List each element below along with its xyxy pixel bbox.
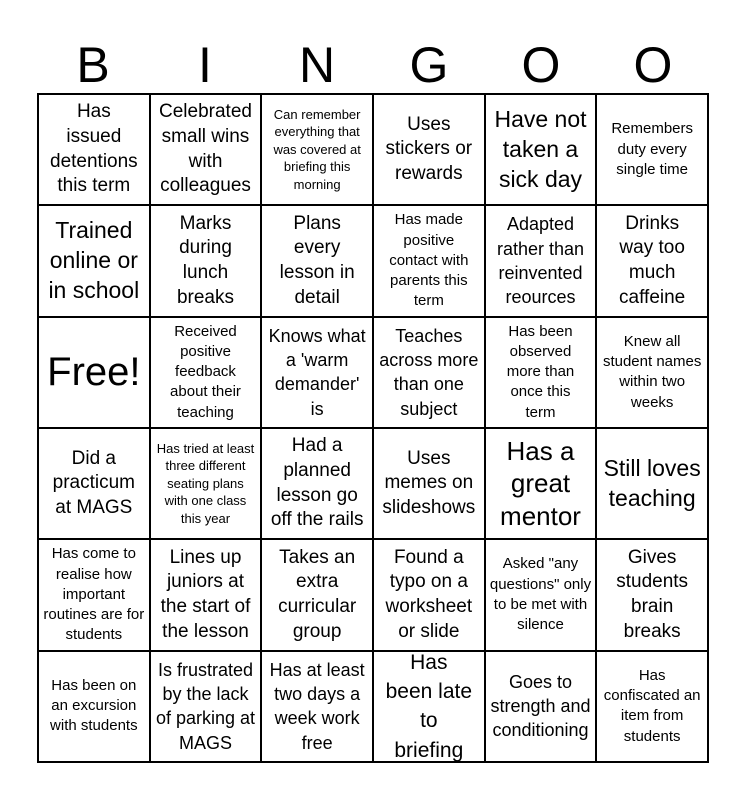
bingo-cell[interactable]: Remembers duty every single time — [596, 94, 708, 205]
bingo-cell[interactable]: Plans every lesson in detail — [261, 205, 373, 316]
bingo-cell[interactable]: Had a planned lesson go off the rails — [261, 428, 373, 539]
bingo-cell[interactable]: Has at least two days a week work free — [261, 651, 373, 762]
header-letter-g: G — [409, 37, 449, 93]
bingo-cell[interactable]: Knows what a 'warm demander' is — [261, 317, 373, 428]
bingo-cell[interactable]: Has been on an excursion with students — [38, 651, 150, 762]
bingo-cell[interactable]: Gives students brain breaks — [596, 539, 708, 650]
bingo-cell[interactable]: Did a practicum at MAGS — [38, 428, 150, 539]
bingo-cell[interactable]: Uses stickers or rewards — [373, 94, 485, 205]
bingo-header — [37, 36, 709, 94]
bingo-cell[interactable]: Found a typo on a worksheet or slide — [373, 539, 485, 650]
bingo-cell[interactable]: Has confiscated an item from students — [596, 651, 708, 762]
bingo-cell[interactable]: Can remember everything that was covered at briefing this morning — [261, 94, 373, 205]
bingo-cell[interactable]: Received positive feedback about their teaching — [150, 317, 262, 428]
bingo-cell[interactable]: Drinks way too much caffeine — [596, 205, 708, 316]
header-letter-n: N — [298, 37, 336, 93]
header-letter-o: O — [521, 37, 561, 93]
bingo-cell[interactable]: Have not taken a sick day — [485, 94, 597, 205]
header-letter-o-2: O — [633, 37, 673, 93]
header-letter-b: B — [76, 37, 110, 93]
bingo-cell[interactable]: Marks during lunch breaks — [150, 205, 262, 316]
bingo-cell[interactable]: Trained online or in school — [38, 205, 150, 316]
bingo-cell[interactable]: Celebrated small wins with colleagues — [150, 94, 262, 205]
bingo-cell-free[interactable]: Free! — [38, 317, 150, 428]
bingo-cell[interactable]: Has been late to briefing — [373, 651, 485, 762]
bingo-cell[interactable]: Has made positive contact with parents this term — [373, 205, 485, 316]
bingo-cell[interactable]: Knew all student names within two weeks — [596, 317, 708, 428]
header-letter-i: I — [198, 37, 212, 93]
bingo-cell[interactable]: Asked "any questions" only to be met with silence — [485, 539, 597, 650]
bingo-cell[interactable]: Has come to realise how important routines are for students — [38, 539, 150, 650]
bingo-cell[interactable]: Has tried at least three different seating plans with one class this year — [150, 428, 262, 539]
bingo-cell[interactable]: Has issued detentions this term — [38, 94, 150, 205]
bingo-grid — [37, 93, 709, 763]
bingo-cell[interactable]: Has a great mentor — [485, 428, 597, 539]
bingo-cell[interactable]: Teaches across more than one subject — [373, 317, 485, 428]
bingo-cell[interactable]: Has been observed more than once this term — [485, 317, 597, 428]
bingo-cell[interactable]: Lines up juniors at the start of the lesson — [150, 539, 262, 650]
bingo-cell[interactable]: Takes an extra curricular group — [261, 539, 373, 650]
bingo-cell[interactable]: Still loves teaching — [596, 428, 708, 539]
bingo-cell[interactable]: Uses memes on slideshows — [373, 428, 485, 539]
bingo-cell[interactable]: Is frustrated by the lack of parking at MAGS — [150, 651, 262, 762]
bingo-cell[interactable]: Adapted rather than reinvented reources — [485, 205, 597, 316]
bingo-cell[interactable]: Goes to strength and conditioning — [485, 651, 597, 762]
